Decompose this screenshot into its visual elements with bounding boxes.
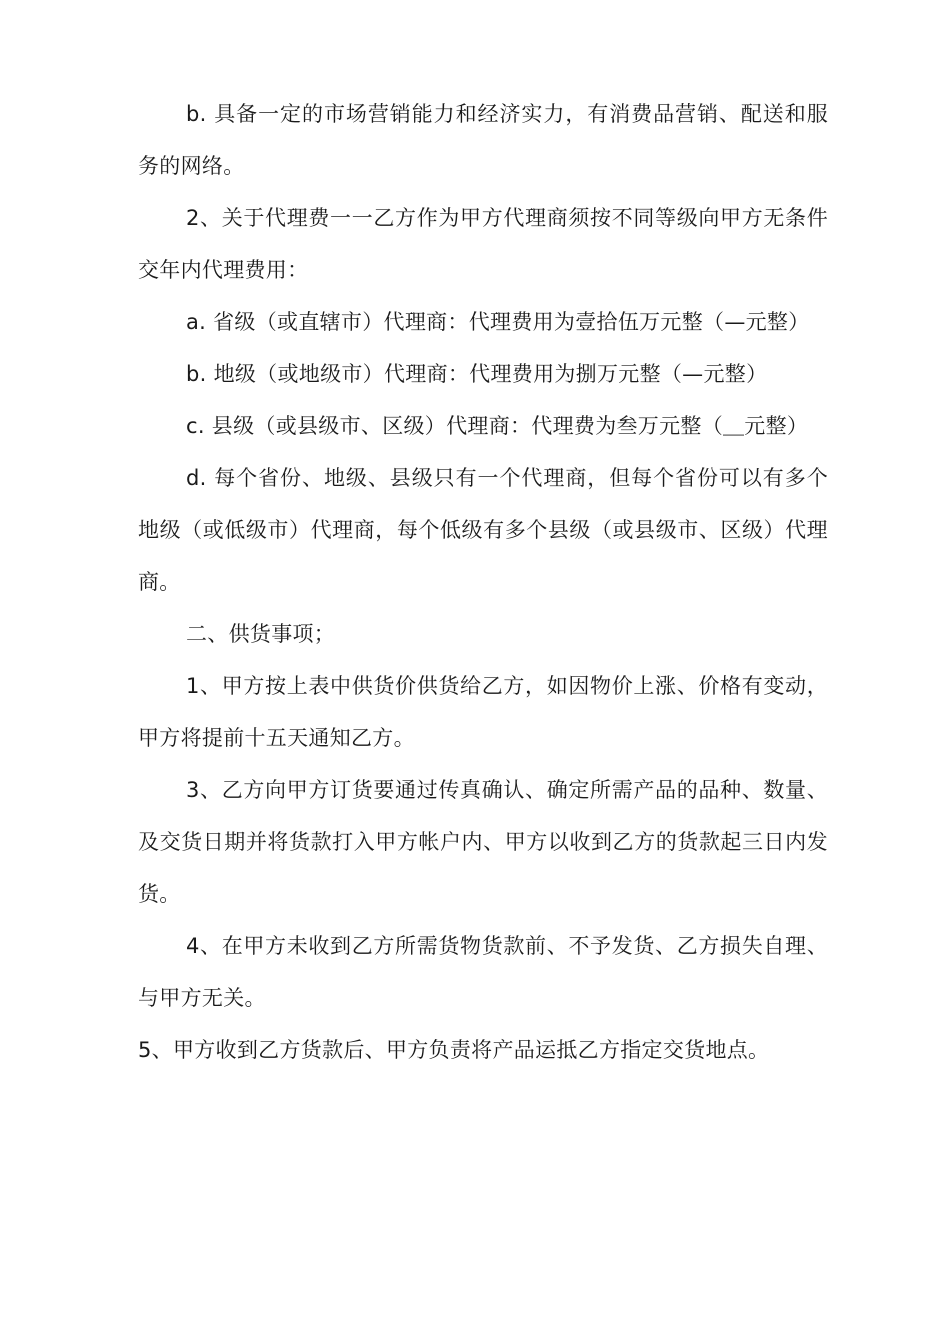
section-heading-supply: 二、供货事项；: [186, 622, 336, 646]
paragraph-supply-3: 3、乙方向甲方订货要通过传真确认、确定所需产品的品种、数量、及交货日期并将货款打入甲方帐户内、甲方以收到乙方的货款起三日内发货。: [138, 778, 828, 906]
document-body: [138, 88, 828, 1076]
paragraph-fee-county: c. 县级（或县级市、区级）代理商：代理费为叁万元整（＿元整）: [186, 414, 809, 438]
paragraph-agent-count: d. 每个省份、地级、县级只有一个代理商，但每个省份可以有多个地级（或低级市）代理商，每个低级有多个县级（或县级市、区级）代理商。: [138, 466, 828, 594]
paragraph-supply-1: 1、甲方按上表中供货价供货给乙方，如因物价上涨、价格有变动，甲方将提前十五天通知乙方。: [138, 674, 828, 750]
paragraph-requirement-b: b. 具备一定的市场营销能力和经济实力，有消费品营销、配送和服务的网络。: [138, 102, 828, 178]
paragraph-supply-5: 5、甲方收到乙方货款后、甲方负责将产品运抵乙方指定交货地点。: [138, 1038, 770, 1062]
paragraph-fee-prefecture: b. 地级（或地级市）代理商：代理费用为捌万元整（—元整）: [186, 362, 768, 386]
paragraph-agency-fee: 2、关于代理费一一乙方作为甲方代理商须按不同等级向甲方无条件交年内代理费用：: [138, 206, 828, 282]
paragraph-fee-provincial: a. 省级（或直辖市）代理商：代理费用为壹拾伍万元整（—元整）: [186, 310, 810, 334]
paragraph-supply-4: 4、在甲方未收到乙方所需货物货款前、不予发货、乙方损失自理、与甲方无关。: [138, 934, 828, 1010]
